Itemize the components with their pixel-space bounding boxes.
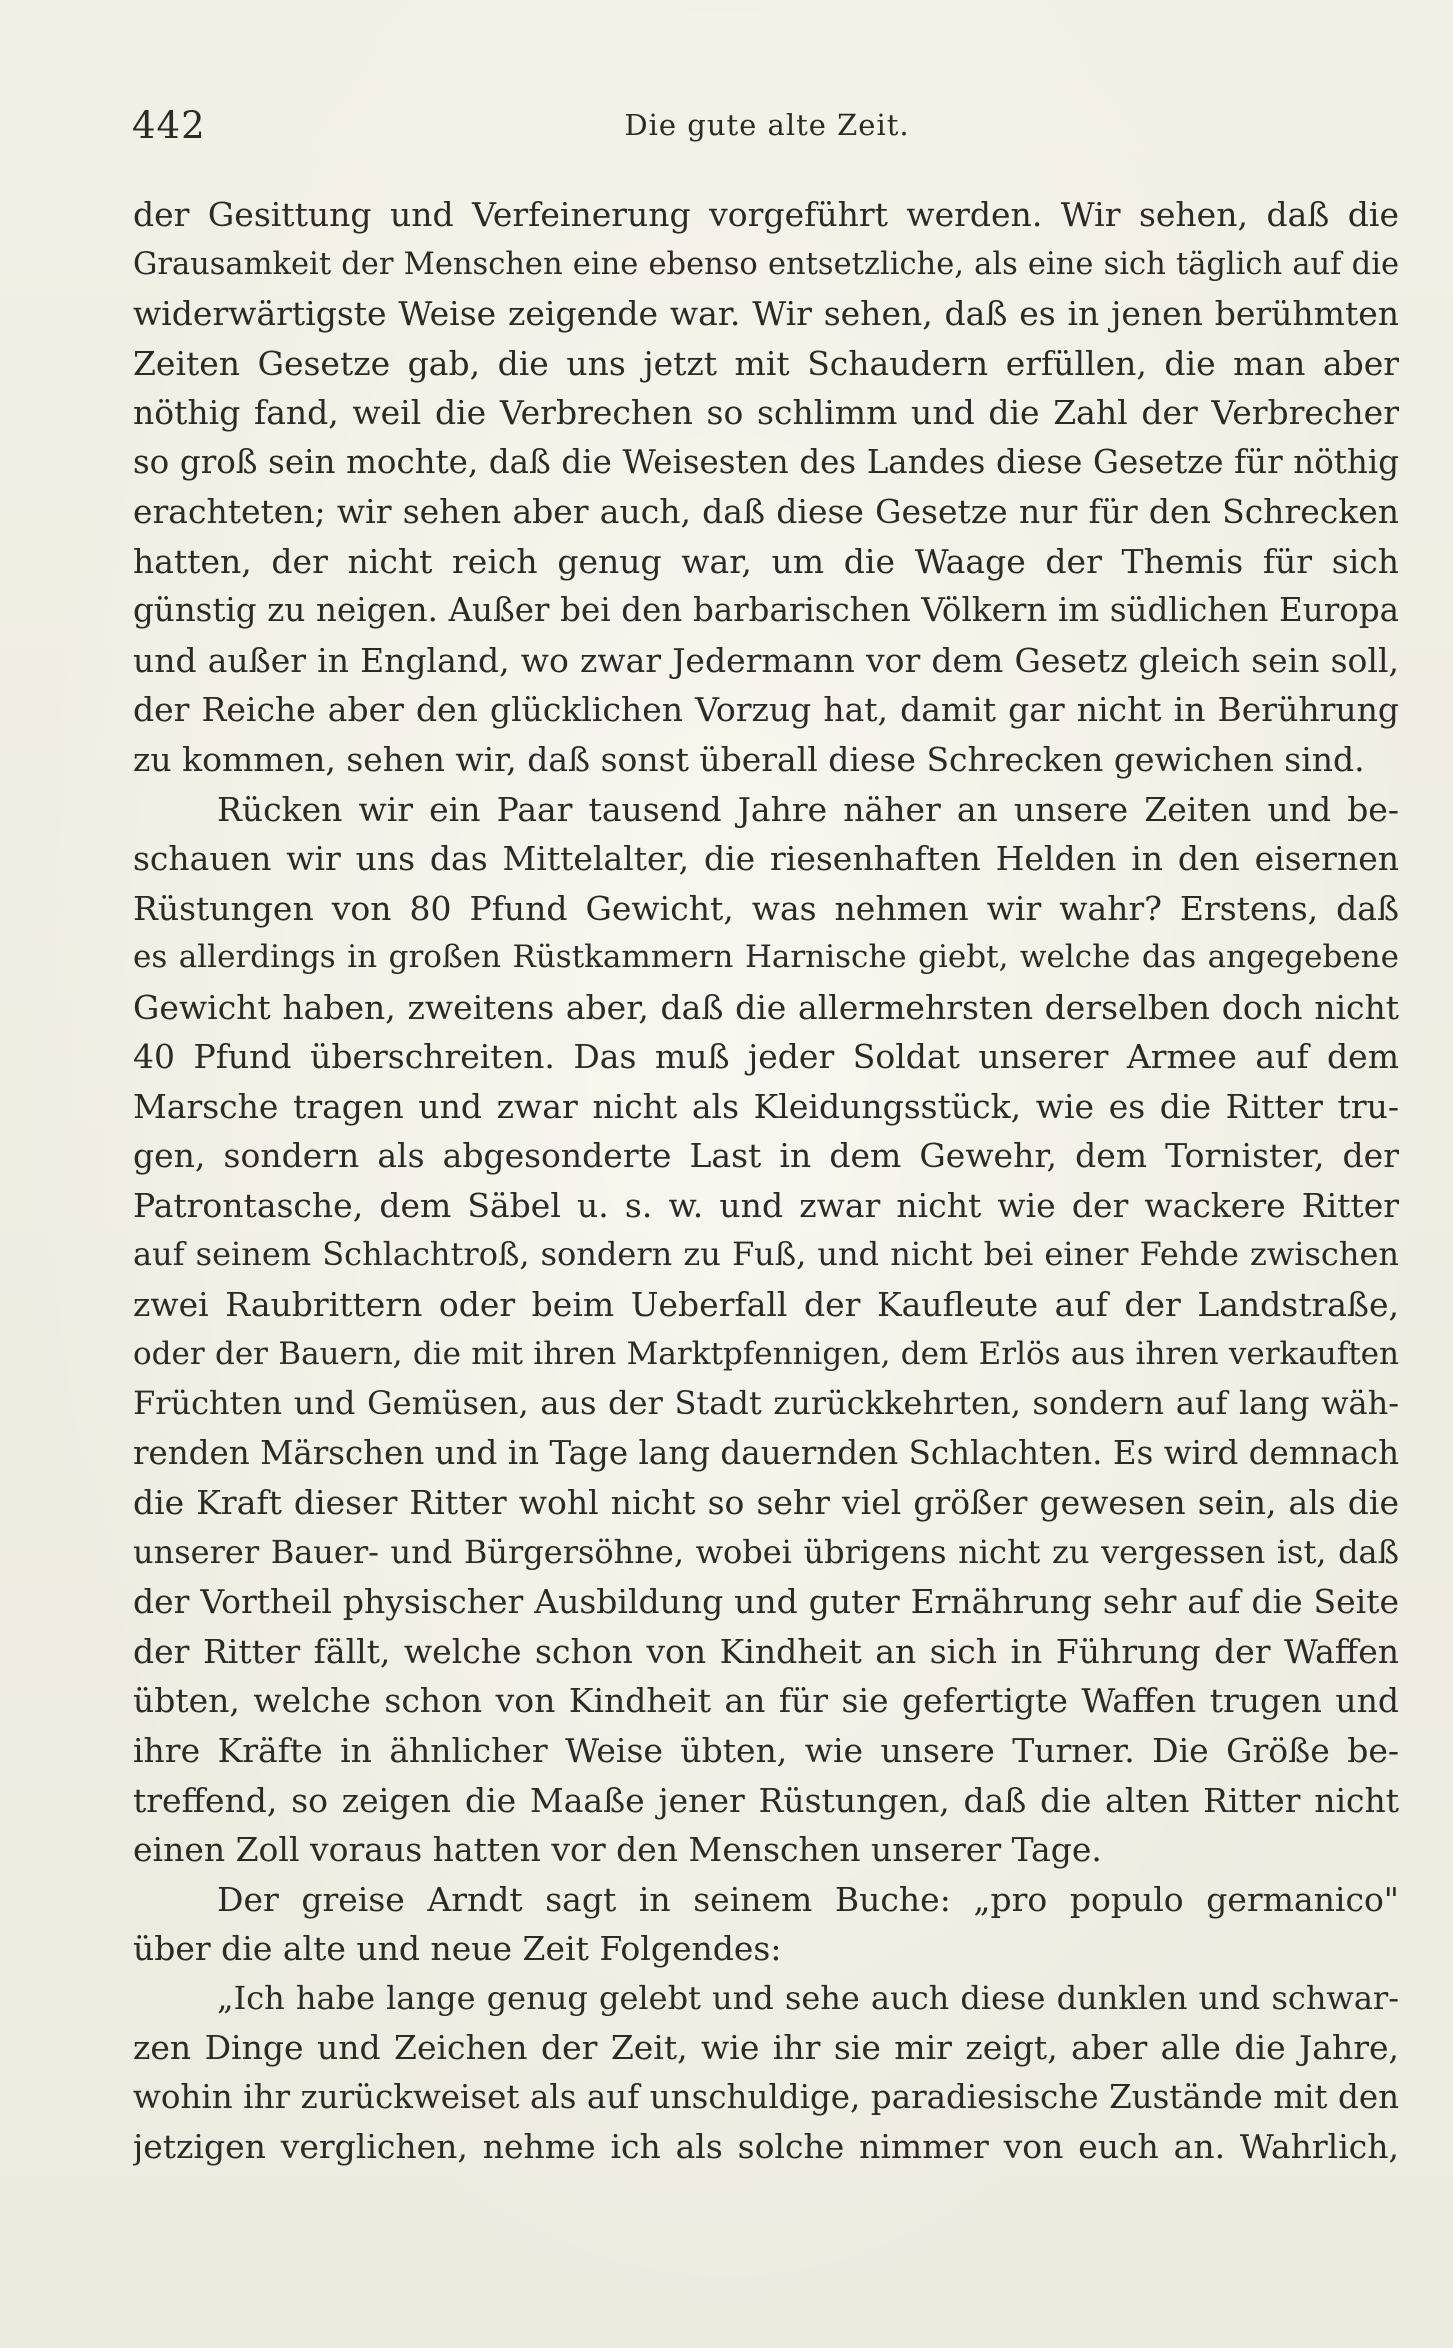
text-line: gen, sondern als abgesonderte Last in dem Gewehr, dem Tornister, der — [133, 1136, 1399, 1176]
text-line: übten, welche schon von Kindheit an für sie gefertigte Waffen trugen und — [133, 1681, 1399, 1721]
text-line: Grausamkeit der Menschen eine ebenso entsetzliche, als eine sich täglich auf die — [133, 246, 1399, 282]
text-line: renden Märschen und in Tage lang dauernden Schlachten. Es wird demnach — [133, 1433, 1399, 1472]
text-line: unserer Bauer- und Bürgersöhne, wobei übrigens nicht zu vergessen ist, daß — [133, 1532, 1399, 1571]
text-line: erachteten; wir sehen aber auch, daß diese Gesetze nur für den Schrecken — [133, 492, 1399, 532]
page-number: 442 — [132, 104, 206, 147]
text-line: „Ich habe lange genug gelebt und sehe auch diese dunklen und schwar- — [217, 1978, 1399, 2017]
text-line: günstig zu neigen. Außer bei den barbarischen Völkern im südlichen Europa — [133, 591, 1399, 630]
text-line: der Vortheil physischer Ausbildung und guter Ernährung sehr auf die Seite — [133, 1582, 1399, 1622]
text-line: der Reiche aber den glücklichen Vorzug hat, damit gar nicht in Berührung — [133, 690, 1399, 730]
page-header — [132, 104, 1402, 154]
text-line: Rücken wir ein Paar tausend Jahre näher an unsere Zeiten und be- — [217, 789, 1399, 829]
text-line: auf seinem Schlachtroß, sondern zu Fuß, und nicht bei einer Fehde zwischen — [133, 1235, 1399, 1274]
text-line: der Gesittung und Verfeinerung vorgeführt werden. Wir sehen, daß die — [133, 195, 1399, 234]
text-line: oder der Bauern, die mit ihren Marktpfennigen, dem Erlös aus ihren verkauften — [133, 1335, 1399, 1372]
text-line: jetzigen verglichen, nehme ich als solche nimmer von euch an. Wahrlich, — [133, 2127, 1399, 2167]
text-line: Patrontasche, dem Säbel u. s. w. und zwar nicht wie der wackere Ritter — [133, 1185, 1399, 1225]
text-line: über die alte und neue Zeit Folgendes: — [133, 1929, 782, 1969]
text-line: Marsche tragen und zwar nicht als Kleidungsstück, wie es die Ritter tru- — [133, 1086, 1399, 1126]
text-line: es allerdings in großen Rüstkammern Harnische giebt, welche das angegebene — [133, 939, 1399, 976]
text-line: 40 Pfund überschreiten. Das muß jeder Soldat unserer Armee auf dem — [133, 1037, 1399, 1077]
text-line: Gewicht haben, zweitens aber, daß die allermehrsten derselben doch nicht — [133, 987, 1399, 1027]
text-line: Der greise Arndt sagt in seinem Buche: „pro populo germanico" — [217, 1879, 1399, 1919]
text-line: einen Zoll voraus hatten vor den Menschen unserer Tage. — [133, 1830, 1102, 1870]
text-line: nöthig fand, weil die Verbrechen so schlimm und die Zahl der Verbrecher — [133, 393, 1399, 433]
text-line: zu kommen, sehen wir, daß sonst überall diese Schrecken gewichen sind. — [133, 740, 1365, 780]
text-line: ihre Kräfte in ähnlicher Weise übten, wie unsere Turner. Die Größe be- — [133, 1730, 1399, 1770]
text-line: wohin ihr zurückweiset als auf unschuldige, paradiesische Zustände mit den — [133, 2077, 1399, 2116]
text-line: und außer in England, wo zwar Jedermann vor dem Gesetz gleich sein soll, — [133, 640, 1399, 680]
text-line: zen Dinge und Zeichen der Zeit, wie ihr sie mir zeigt, aber alle die Jahre, — [133, 2028, 1399, 2068]
text-line: Zeiten Gesetze gab, die uns jetzt mit Schaudern erfüllen, die man aber — [133, 343, 1399, 383]
text-line: hatten, der nicht reich genug war, um die Waage der Themis für sich — [133, 541, 1399, 581]
text-line: zwei Raubrittern oder beim Ueberfall der Kaufleute auf der Landstraße, — [133, 1285, 1399, 1325]
running-head: Die gute alte Zeit. — [624, 108, 910, 142]
text-line: der Ritter fällt, welche schon von Kindheit an sich in Führung der Waffen — [133, 1631, 1399, 1671]
text-line: Früchten und Gemüsen, aus der Stadt zurückkehrten, sondern auf lang wäh- — [133, 1384, 1399, 1423]
text-line: widerwärtigste Weise zeigende war. Wir sehen, daß es in jenen berühmten — [133, 294, 1399, 334]
text-line: treffend, so zeigen die Maaße jener Rüstungen, daß die alten Ritter nicht — [133, 1780, 1399, 1820]
body-text — [133, 190, 1399, 2172]
text-line: die Kraft dieser Ritter wohl nicht so sehr viel größer gewesen sein, als die — [133, 1483, 1399, 1523]
text-line: Rüstungen von 80 Pfund Gewicht, was nehmen wir wahr? Erstens, daß — [133, 888, 1399, 928]
text-line: so groß sein mochte, daß die Weisesten des Landes diese Gesetze für nöthig — [133, 442, 1399, 481]
text-line: schauen wir uns das Mittelalter, die riesenhaften Helden in den eisernen — [133, 839, 1399, 879]
